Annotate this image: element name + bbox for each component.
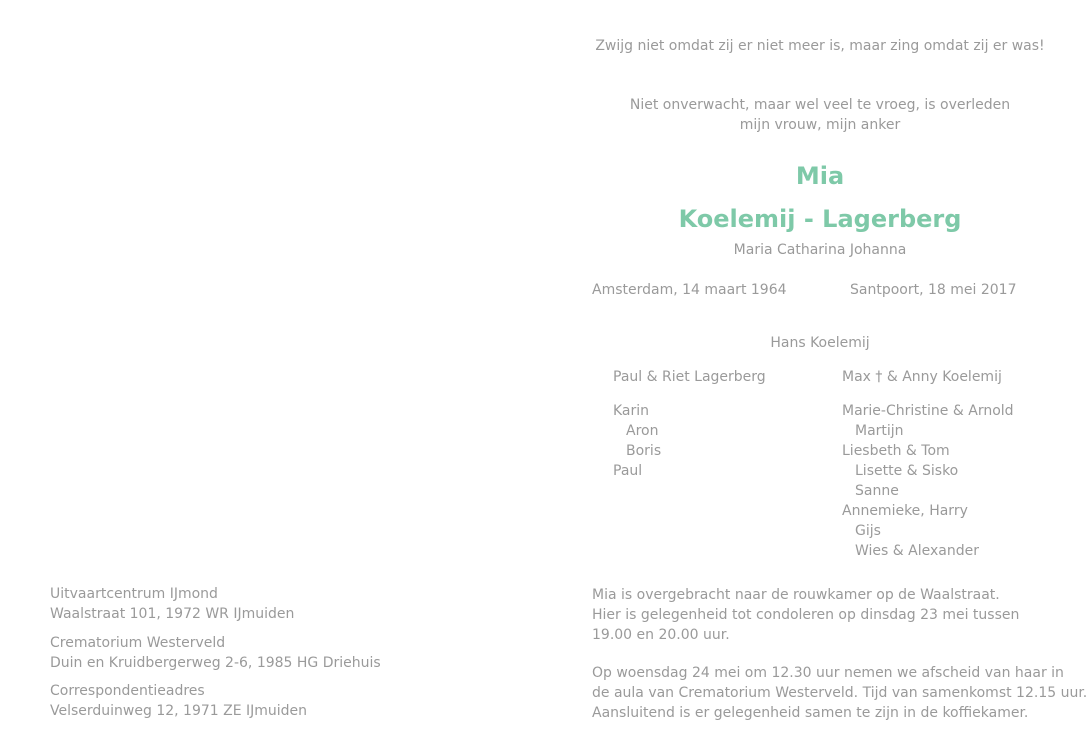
address-title: Crematorium Westerveld	[50, 635, 226, 651]
family-left	[613, 367, 853, 481]
family-member: Liesbeth & Tom	[842, 443, 950, 459]
address-crematorium	[50, 633, 381, 673]
family-member: Wies & Alexander	[855, 543, 979, 559]
family-member: Karin	[613, 403, 650, 419]
info-line: Mia is overgebracht naar de rouwkamer op de Waalstraat.	[592, 587, 1000, 603]
intro-line-1: Niet onverwacht, maar wel veel te vroeg, is overleden	[629, 97, 1011, 113]
address-line: Velserduinweg 12, 1971 ZE IJmuiden	[50, 703, 308, 719]
family-member: Marie-Christine & Arnold	[842, 403, 1014, 419]
memorial-quote: Zwijg niet omdat zij er niet meer is, maar zing omdat zij er was!	[595, 38, 1045, 54]
address-funeral-center	[50, 584, 294, 624]
address-title: Correspondentieadres	[50, 683, 205, 699]
info-line: 19.00 en 20.00 uur.	[592, 627, 730, 643]
condolence-info	[592, 585, 1019, 645]
family-member: Gijs	[855, 523, 881, 539]
family-member: Aron	[626, 423, 659, 439]
info-line: Hier is gelegenheid tot condoleren op dinsdag 23 mei tussen	[592, 607, 1020, 623]
family-member: Boris	[626, 443, 662, 459]
intro-text	[560, 95, 1080, 135]
info-line: Aansluitend is er gelegenheid samen te zijn in de koffiekamer.	[592, 705, 1029, 721]
family-right	[842, 367, 1082, 561]
address-line: Duin en Kruidbergerweg 2-6, 1985 HG Driehuis	[50, 655, 381, 671]
family-left-head: Paul & Riet Lagerberg	[613, 369, 766, 385]
full-name: Maria Catharina Johanna	[733, 242, 907, 258]
birth-date: Amsterdam, 14 maart 1964	[592, 282, 787, 298]
death-date: Santpoort, 18 mei 2017	[850, 282, 1017, 298]
address-correspondence	[50, 681, 307, 721]
info-line: Op woensdag 24 mei om 12.30 uur nemen we afscheid van haar in	[592, 665, 1064, 681]
surname: Koelemij - Lagerberg	[678, 205, 962, 233]
first-name: Mia	[795, 162, 845, 190]
address-line: Waalstraat 101, 1972 WR IJmuiden	[50, 606, 295, 622]
family-member: Sanne	[855, 483, 899, 499]
address-title: Uitvaartcentrum IJmond	[50, 586, 218, 602]
family-member: Lisette & Sisko	[855, 463, 959, 479]
family-right-head: Max † & Anny Koelemij	[842, 369, 1002, 385]
family-member: Paul	[613, 463, 643, 479]
family-member: Martijn	[855, 423, 904, 439]
farewell-info	[592, 663, 1087, 723]
info-line: de aula van Crematorium Westerveld. Tijd van samenkomst 12.15 uur.	[592, 685, 1087, 701]
family-member: Annemieke, Harry	[842, 503, 968, 519]
intro-line-2: mijn vrouw, mijn anker	[739, 117, 901, 133]
husband-name: Hans Koelemij	[770, 335, 870, 351]
